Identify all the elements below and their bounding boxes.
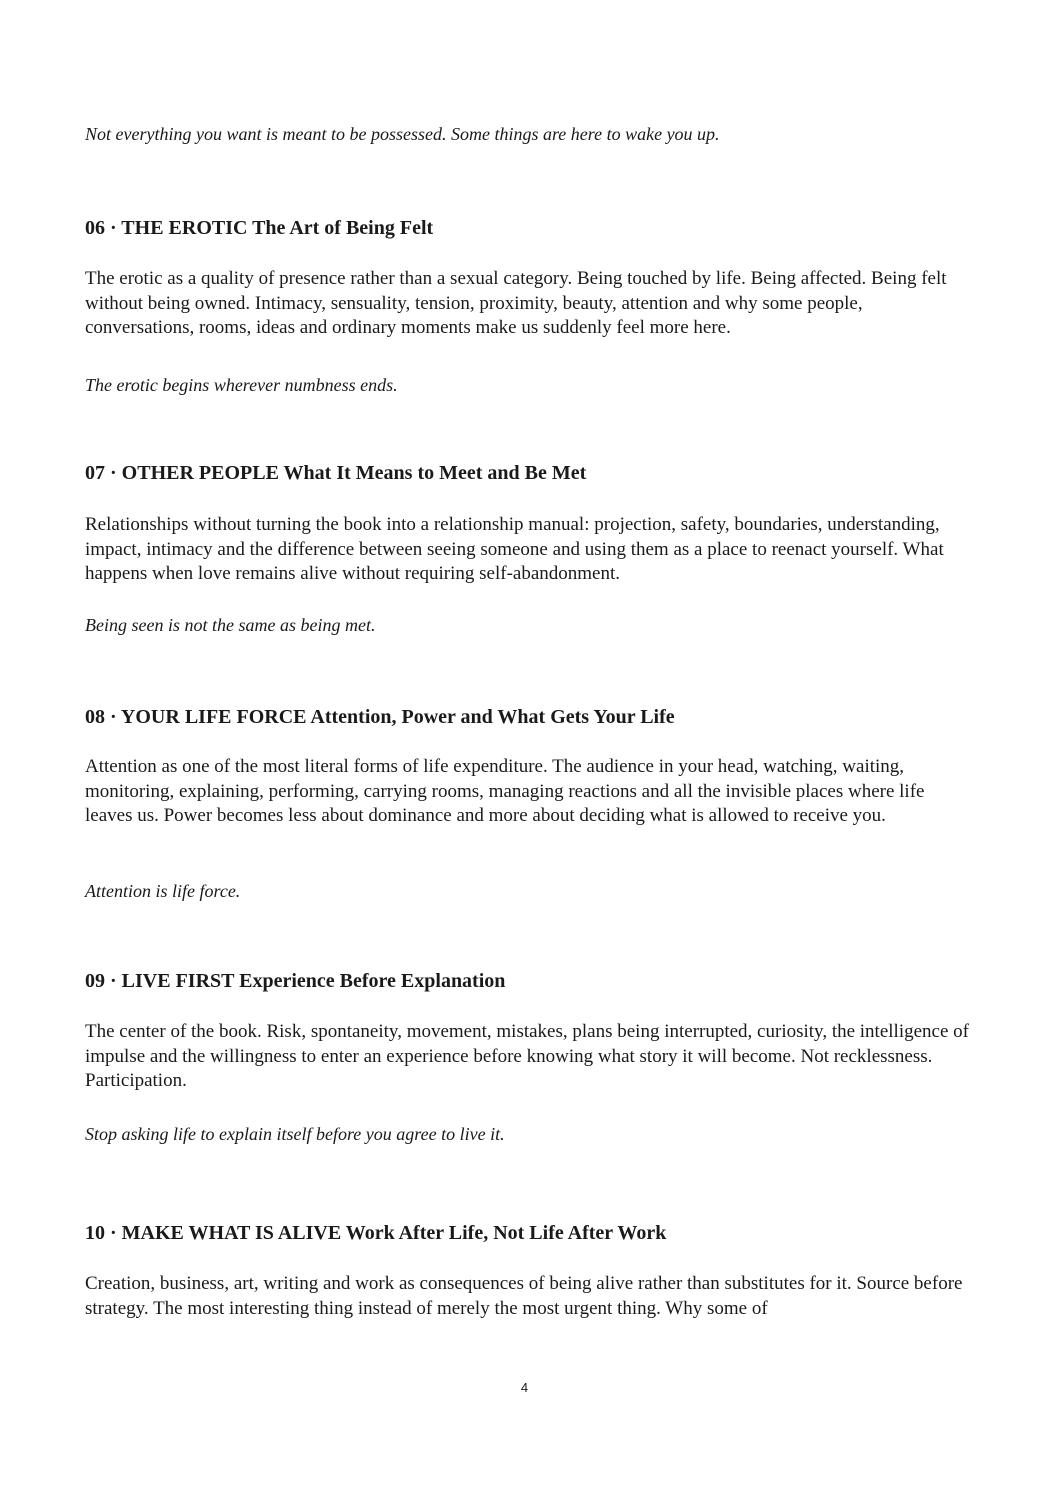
section-heading-08: 08 · YOUR LIFE FORCE Attention, Power and What Gets Your Life xyxy=(85,706,675,728)
section-body-06: The erotic as a quality of presence rather than a sexual category. Being touched by life. Being affected. Being felt without being owned. Intimacy, sensuality, tension, proximity, beauty, attention and why some people, conversations, rooms, ideas and ordinary moments make us suddenly feel more here. xyxy=(85,268,947,338)
section-body-08: Attention as one of the most literal forms of life expenditure. The audience in your head, watching, waiting, monitoring, explaining, performing, carrying rooms, managing reactions and all the invisible places where life leaves us. Power becomes less about dominance and more about deciding what is allowed to receive you. xyxy=(85,756,925,826)
section-heading-07: 07 · OTHER PEOPLE What It Means to Meet and Be Met xyxy=(85,462,587,484)
section-quote-09: Stop asking life to explain itself before you agree to live it. xyxy=(85,1124,505,1144)
section-quote-07: Being seen is not the same as being met. xyxy=(85,615,376,635)
section-quote-08: Attention is life force. xyxy=(85,881,241,901)
section-body-09: The center of the book. Risk, spontaneity, movement, mistakes, plans being interrupted, curiosity, the intelligence of impulse and the willingness to enter an experience before knowing what story it will become. Not recklessness. Participation. xyxy=(85,1021,969,1091)
intro-quote: Not everything you want is meant to be possessed. Some things are here to wake you up. xyxy=(85,124,720,144)
section-heading-09: 09 · LIVE FIRST Experience Before Explanation xyxy=(85,970,506,992)
section-heading-06: 06 · THE EROTIC The Art of Being Felt xyxy=(85,217,434,239)
section-heading-10: 10 · MAKE WHAT IS ALIVE Work After Life, Not Life After Work xyxy=(85,1222,667,1244)
section-body-07: Relationships without turning the book into a relationship manual: projection, safety, boundaries, understanding, impact, intimacy and the difference between seeing someone and using them as a place to reenact yourself. What happens when love remains alive without requiring self-abandonment. xyxy=(85,514,944,584)
section-quote-06: The erotic begins wherever numbness ends. xyxy=(85,375,398,395)
page-number: 4 xyxy=(520,1380,529,1395)
section-body-10: Creation, business, art, writing and work as consequences of being alive rather than substitutes for it. Source before strategy. The most interesting thing instead of merely the most urgent thing. Why some of xyxy=(85,1273,963,1319)
